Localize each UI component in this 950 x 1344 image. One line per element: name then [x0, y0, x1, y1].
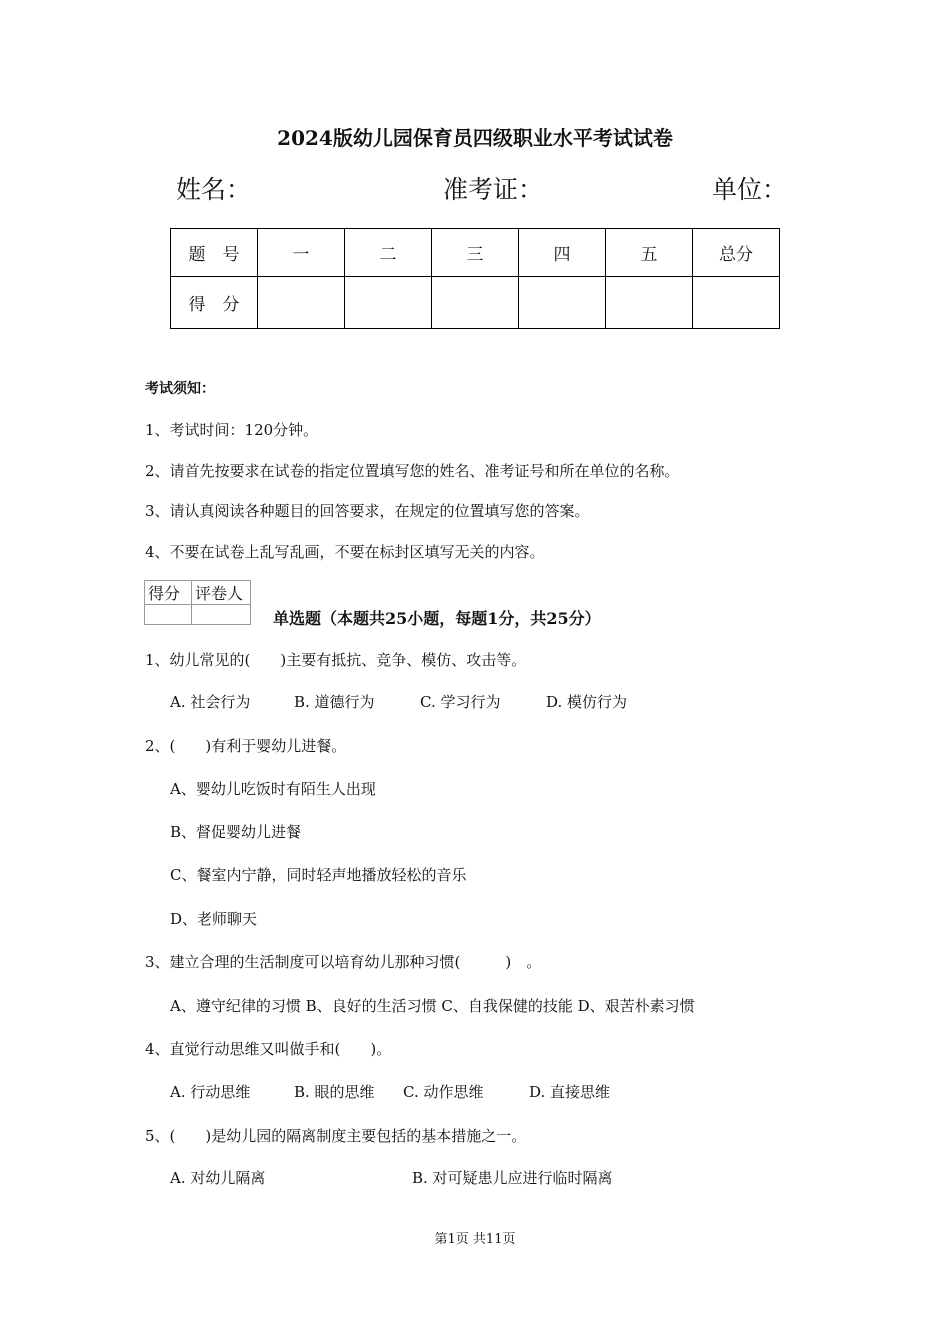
score-table-header-cell: 一 [258, 229, 345, 277]
score-table-header-cell: 五 [606, 229, 693, 277]
score-table [170, 228, 780, 329]
grader-reviewer-cell[interactable] [192, 605, 251, 625]
grader-score-cell[interactable] [145, 605, 192, 625]
page-footer: 第1页 共11页 [434, 1232, 516, 1247]
question-option: D、老师聊天 [170, 910, 258, 928]
question-option: B. 道德行为 [294, 693, 375, 711]
name-field-label: 姓名： [176, 175, 252, 204]
question-option: A. 对幼儿隔离 [170, 1169, 266, 1187]
question-stem: 4、直觉行动思维又叫做手和( )。 [145, 1040, 392, 1058]
notice-item: 3、请认真阅读各种题目的回答要求，在规定的位置填写您的答案。 [145, 502, 590, 520]
score-table-score-row [171, 277, 780, 329]
question-option: A、婴幼儿吃饭时有陌生人出现 [170, 780, 376, 798]
grader-reviewer-label: 评卷人 [192, 581, 251, 605]
notice-item: 1、考试时间：120分钟。 [145, 421, 319, 439]
score-cell[interactable] [693, 277, 780, 329]
notice-item: 2、请首先按要求在试卷的指定位置填写您的姓名、准考证号和所在单位的名称。 [145, 462, 680, 480]
exam-title: 2024版幼儿园保育员四级职业水平考试试卷 [277, 126, 673, 150]
question-stem: 5、( )是幼儿园的隔离制度主要包括的基本措施之一。 [145, 1127, 527, 1145]
question-option: D. 直接思维 [529, 1083, 611, 1101]
score-cell[interactable] [519, 277, 606, 329]
question-option: B. 眼的思维 [294, 1083, 375, 1101]
question-option: B. 对可疑患儿应进行临时隔离 [412, 1169, 613, 1187]
notice-title: 考试须知： [145, 381, 215, 397]
score-cell[interactable] [258, 277, 345, 329]
notice-item: 4、不要在试卷上乱写乱画，不要在标封区填写无关的内容。 [145, 543, 545, 561]
score-table-header-row [171, 229, 780, 277]
question-option: D. 模仿行为 [546, 693, 628, 711]
question-option: C. 动作思维 [403, 1083, 484, 1101]
grader-box [144, 580, 251, 625]
section-title: 单选题（本题共25小题，每题1分，共25分） [273, 609, 601, 628]
exam-id-field-label: 准考证： [443, 175, 544, 204]
score-table-header-cell: 四 [519, 229, 606, 277]
score-table-header-cell: 题 号 [171, 229, 258, 277]
question-option: C. 学习行为 [420, 693, 501, 711]
question-option: B、督促婴幼儿进餐 [170, 823, 302, 841]
question-option: C、餐室内宁静，同时轻声地播放轻松的音乐 [170, 866, 467, 884]
score-table-header-cell: 三 [432, 229, 519, 277]
grader-score-label: 得分 [145, 581, 192, 605]
question-option: A. 社会行为 [170, 693, 251, 711]
score-row-label: 得 分 [171, 277, 258, 329]
score-table-header-cell: 二 [345, 229, 432, 277]
score-table-header-cell: 总分 [693, 229, 780, 277]
score-cell[interactable] [432, 277, 519, 329]
question-options-line: A、遵守纪律的习惯 B、良好的生活习惯 C、自我保健的技能 D、艰苦朴素习惯 [170, 997, 695, 1015]
score-cell[interactable] [606, 277, 693, 329]
question-stem: 3、建立合理的生活制度可以培育幼儿那种习惯( ) 。 [145, 953, 542, 971]
unit-field-label: 单位： [712, 175, 788, 204]
score-cell[interactable] [345, 277, 432, 329]
question-stem: 2、( )有利于婴幼儿进餐。 [145, 737, 347, 755]
question-stem: 1、幼儿常见的( )主要有抵抗、竞争、模仿、攻击等。 [145, 651, 527, 669]
question-option: A. 行动思维 [170, 1083, 251, 1101]
